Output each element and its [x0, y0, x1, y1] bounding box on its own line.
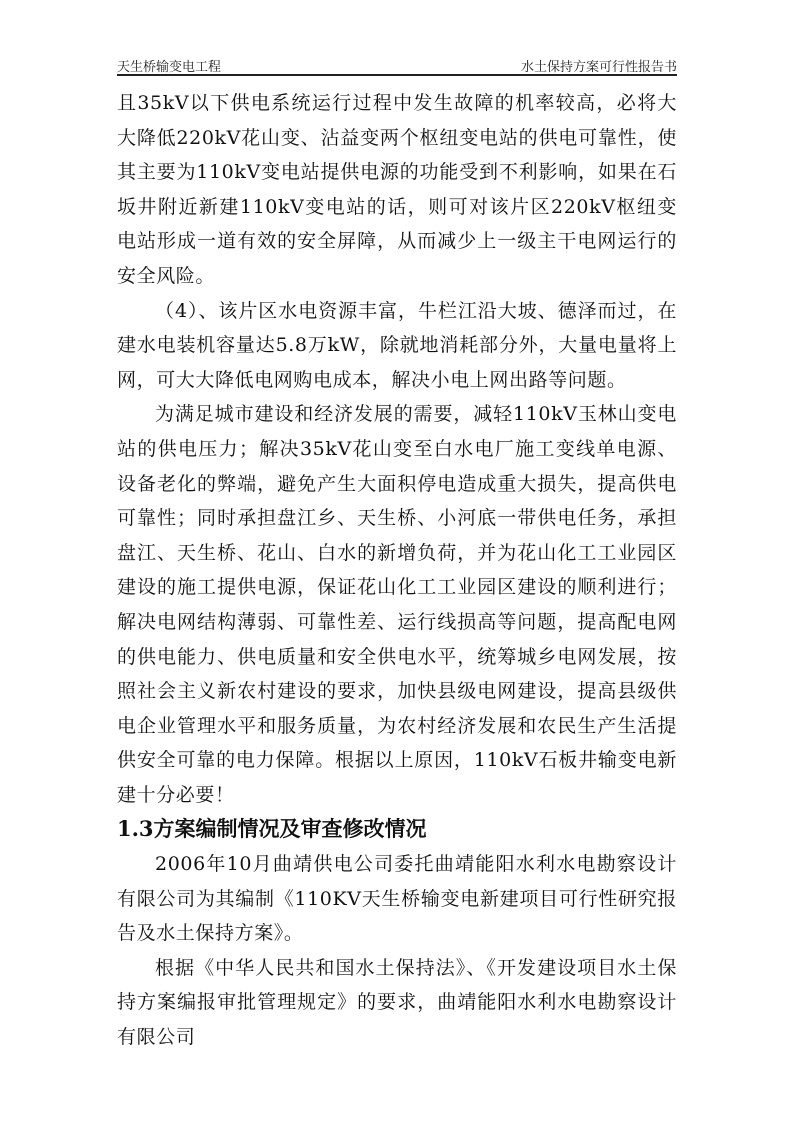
paragraph-2: （4）、该片区水电资源丰富，牛栏江沿大坡、德泽而过，在建水电装机容量达5.8万kW，除就地消耗部分外，大量电量将上网，可大大降低电网购电成本，解决小电上网出路等问题。 [117, 299, 677, 391]
header-report-title: 水土保持方案可行性报告书 [520, 60, 677, 75]
section-heading: 1.3方案编制情况及审查修改情况 [117, 816, 427, 842]
header-project-title: 天生桥输变电工程 [117, 60, 222, 75]
paragraph-4: 2006年10月曲靖供电公司委托曲靖能阳水利水电勘察设计有限公司为其编制《110KV天生桥输变电新建项目可行性研究报告及水土保持方案》。 [117, 853, 677, 945]
page-header [117, 52, 677, 76]
page-body [117, 86, 677, 1055]
paragraph-3: 为满足城市建设和经济发展的需要，减轻110kV玉林山变电站的供电压力；解决35kV花山变至白水电厂施工变线单电源、设备老化的弊端，避免产生大面积停电造成重大损失，提高供电可靠性；同时承担盘江乡、天生桥、小河底一带供电任务，承担盘江、天生桥、花山、白水的新增负荷，并为花山化工工业园区建设的施工提供电源，保证花山化工工业园区建设的顺利进行；解决电网结构薄弱、可靠性差、运行线损高等问题，提高配电网的供电能力、供电质量和安全供电水平，统筹城乡电网发展，按照社会主义新农村建设的要求，加快县级电网建设，提高县级供电企业管理水平和服务质量，为农村经济发展和农民生产生活提供安全可靠的电力保障。根据以上原因，110kV石板井输变电新建十分必要！ [117, 403, 677, 806]
paragraph-1: 且35kV以下供电系统运行过程中发生故障的机率较高，必将大大降低220kV花山变、沾益变两个枢纽变电站的供电可靠性，使其主要为110kV变电站提供电源的功能受到不利影响，如果在石坂井附近新建110kV变电站的话，则可对该片区220kV枢纽变电站形成一道有效的安全屏障，从而减少上一级主干电网运行的安全风险。 [117, 92, 677, 287]
paragraph-5: 根据《中华人民共和国水土保持法》、《开发建设项目水土保持方案编报审批管理规定》的要求，曲靖能阳水利水电勘察设计有限公司 [117, 956, 677, 1049]
